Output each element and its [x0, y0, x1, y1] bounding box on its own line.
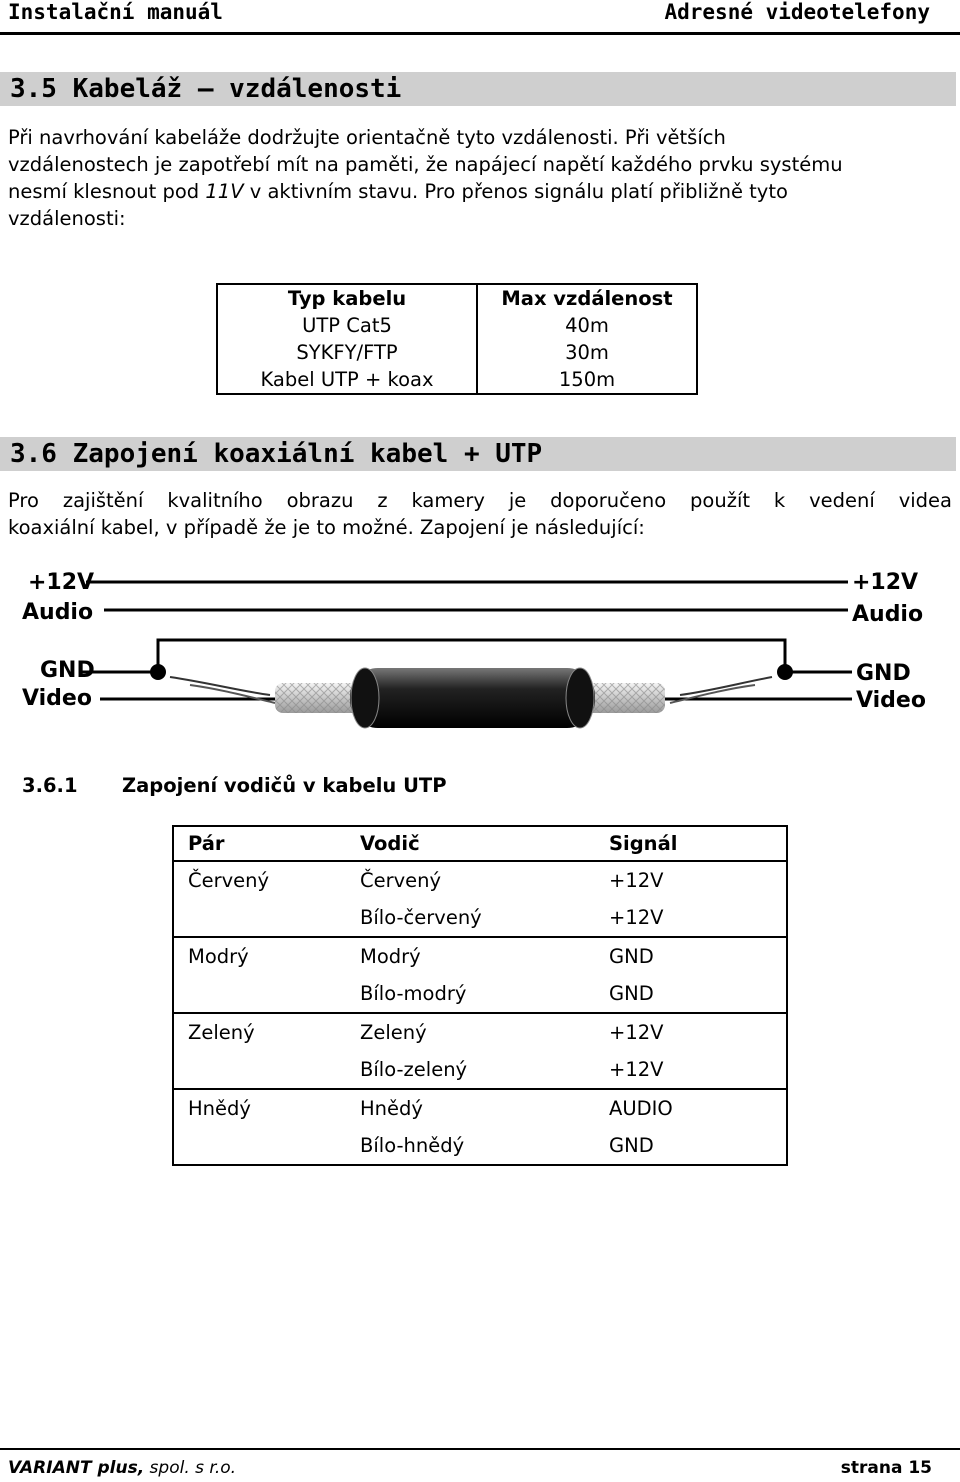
table-cell	[173, 975, 346, 1013]
table-row	[173, 975, 787, 1013]
table-cell: 150m	[477, 366, 697, 394]
table-row	[217, 312, 697, 339]
table-cell: Bílo-červený	[346, 899, 595, 937]
label-right-gnd: GND	[856, 661, 911, 686]
paragraph-line	[8, 178, 952, 205]
footer-divider	[0, 1448, 960, 1450]
wire-gnd-shield	[158, 640, 785, 672]
table-header-cell: Vodič	[346, 826, 595, 861]
table-cell: GND	[609, 945, 654, 968]
table-cell	[173, 899, 346, 937]
table-cell: +12V	[609, 869, 664, 892]
label-right-audio: Audio	[852, 602, 924, 627]
table-header-cell: Pár	[173, 826, 346, 861]
table-row	[173, 937, 787, 975]
table-row	[173, 1013, 787, 1051]
table-cell: Kabel UTP + koax	[217, 366, 477, 394]
table-cell: +12V	[595, 899, 787, 937]
table-cell: SYKFY/FTP	[217, 339, 477, 366]
table-row	[173, 861, 787, 899]
table-cell: Červený	[188, 869, 270, 892]
header-product-title: Adresné videotelefony	[664, 0, 930, 24]
table-cell: Bílo-hnědý	[360, 1134, 465, 1157]
coax-sheath	[350, 668, 595, 728]
table-row	[173, 1089, 787, 1127]
table-cell: 40m	[477, 312, 697, 339]
subsection-title: Zapojení vodičů v kabelu UTP	[122, 774, 447, 797]
table-cell: Zelený	[188, 1021, 255, 1044]
paragraph-line: vzdálenosti:	[8, 207, 126, 230]
label-right-12v: +12V	[852, 570, 919, 595]
coax-braid-texture	[275, 683, 360, 713]
label-left-audio: Audio	[22, 600, 94, 625]
table-cell: Zelený	[360, 1021, 427, 1044]
section-title-3-6: 3.6 Zapojení koaxiální kabel + UTP	[10, 439, 543, 469]
cable-distance-table	[216, 283, 698, 395]
coax-utp-wiring-diagram	[20, 565, 940, 740]
table-cell: Hnědý	[188, 1097, 251, 1120]
table-cell: GND	[595, 975, 787, 1013]
table-cell	[173, 1127, 346, 1165]
table-row	[217, 366, 697, 394]
label-left-video: Video	[22, 686, 92, 711]
paragraph-line: koaxiální kabel, v případě že je to možné. Zapojení je následující:	[8, 516, 645, 539]
table-cell: Modrý	[360, 945, 421, 968]
paragraph-line: vzdálenostech je zapotřebí mít na paměti, že napájecí napětí každého prvku systému	[8, 153, 843, 176]
paragraph-coax	[8, 487, 952, 541]
junction-dot	[777, 664, 793, 680]
table-cell: Červený	[360, 869, 442, 892]
table-row	[173, 1127, 787, 1165]
table-cell: Hnědý	[360, 1097, 423, 1120]
coax-sheath-end	[566, 668, 594, 728]
page-number: strana 15	[840, 1458, 932, 1478]
subsection-number: 3.6.1	[22, 774, 78, 797]
label-left-gnd: GND	[40, 658, 95, 683]
company-name: VARIANT plus,	[8, 1458, 145, 1478]
table-cell: Bílo-modrý	[346, 975, 595, 1013]
table-cell: GND	[609, 1134, 654, 1157]
header-divider	[0, 32, 960, 35]
shield-strands	[170, 677, 270, 695]
section-title-3-5: 3.5 Kabeláž – vzdálenosti	[10, 74, 402, 104]
table-cell	[173, 1051, 346, 1089]
text-run: nesmí klesnout pod	[8, 180, 206, 203]
table-cell: +12V	[609, 1021, 664, 1044]
paragraph-distances	[8, 124, 952, 232]
table-row	[217, 339, 697, 366]
table-cell: +12V	[595, 1051, 787, 1089]
coax-sheath-end	[351, 668, 379, 728]
paragraph-line: Při navrhování kabeláže dodržujte orientačně tyto vzdálenosti. Při větších	[8, 126, 726, 149]
voltage-value: 11V	[205, 180, 244, 203]
table-row	[173, 1051, 787, 1089]
table-header-cell: Max vzdálenost	[477, 284, 697, 312]
paragraph-line: Pro zajištění kvalitního obrazu z kamery je doporučeno použít k vedení videa	[8, 489, 952, 512]
table-cell: 30m	[477, 339, 697, 366]
table-cell: UTP Cat5	[217, 312, 477, 339]
label-left-12v: +12V	[28, 570, 95, 595]
table-header-row	[173, 826, 787, 861]
table-header-cell: Typ kabelu	[217, 284, 477, 312]
utp-wire-table	[172, 825, 788, 1166]
section-heading-bar	[0, 437, 956, 471]
table-header-cell: Signál	[595, 826, 787, 861]
text-run: v aktivním stavu. Pro přenos signálu platí přibližně tyto	[243, 180, 788, 203]
company-suffix: spol. s r.o.	[144, 1458, 237, 1478]
table-cell: Modrý	[188, 945, 249, 968]
footer-company	[8, 1458, 236, 1478]
table-cell: AUDIO	[609, 1097, 673, 1120]
junction-dot	[150, 664, 166, 680]
shield-strands	[680, 677, 772, 695]
header-manual-title: Instalační manuál	[8, 0, 223, 24]
label-right-video: Video	[856, 688, 926, 713]
section-heading-bar	[0, 72, 956, 106]
table-cell: Bílo-zelený	[346, 1051, 595, 1089]
table-header-row	[217, 284, 697, 312]
table-row	[173, 899, 787, 937]
